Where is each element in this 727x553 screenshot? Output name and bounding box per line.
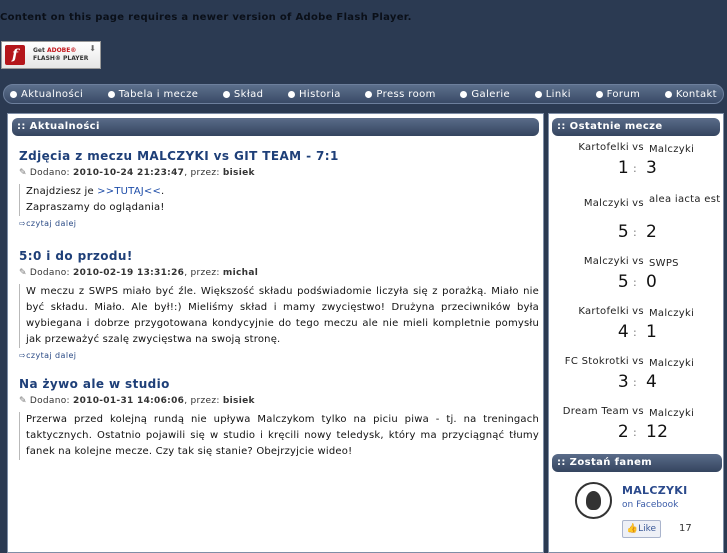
away-score: 0 [646, 272, 658, 292]
recent-matches-header: :: Ostatnie mecze [552, 118, 720, 136]
become-fan-header: :: Zostań fanem [552, 454, 722, 472]
post-author: bisiek [222, 396, 255, 406]
fan-page-subtitle: on Facebook [622, 500, 679, 510]
nav-item-press-room[interactable]: Press room [365, 89, 435, 100]
home-team: Kartofelki [578, 142, 629, 153]
away-score: 3 [646, 158, 658, 178]
post-meta: ✎ Dodano: 2010-02-19 13:31:26, przez: michal [19, 268, 259, 278]
home-team: Malczyki [583, 198, 629, 209]
post-author: bisiek [222, 168, 255, 178]
away-team: SWPS [649, 258, 679, 269]
post-meta: ✎ Dodano: 2010-10-24 21:23:47, przez: bisiek [19, 168, 255, 178]
arrow-icon: ⇨ [19, 351, 27, 360]
away-team: Malczyki [649, 408, 695, 419]
fan-page-name[interactable]: MALCZYKI [622, 484, 688, 497]
home-team: Malczyki [583, 256, 629, 267]
pencil-icon: ✎ [19, 396, 27, 406]
thumbs-up-icon: 👍 [626, 524, 639, 534]
read-more-link[interactable]: ⇨czytaj dalej [19, 219, 77, 228]
post-body: Przerwa przed kolejną rundą nie upływa Malczykom tylko na piciu piwa - tj. na treningach taktycznych. Ostatnio pojawili się w studio i kręcili nowy teledysk, który ma przyciągnąć tłumy fanek na kolejne mecze. Czy tak się stanie? Obejrzyjcie wideo! [19, 412, 539, 460]
home-score: 1 [617, 158, 629, 178]
flash-warning-text: Content on this page requires a newer version of Adobe Flash Player. [0, 12, 412, 23]
post-body: W meczu z SWPS miało być źle. Większość składu podświadomie liczyła się z porażką. Miało nie być składu. Miało. Ale był!:) Mieliśmy skład i mamy zwycięstwo! Drużyna przeciwników była wybiegana i dobrze przygotowana kondycyjnie do tego meczu ale nie mieli kompletnie pomysłu jak przeważyć szalę zwycięstwa na swoją stronę. [19, 284, 539, 348]
like-button[interactable]: 👍Like [622, 520, 661, 538]
arrow-icon: ⇨ [19, 219, 27, 228]
home-score: 3 [617, 372, 629, 392]
home-score: 4 [617, 322, 629, 342]
like-count: 17 [679, 523, 692, 534]
bullet-icon [365, 91, 372, 98]
main-navigation [3, 84, 724, 104]
home-score: 5 [617, 272, 629, 292]
bullet-icon [223, 91, 230, 98]
nav-item-sklad[interactable]: Skład [223, 89, 263, 100]
get-flash-player-badge[interactable] [1, 41, 101, 69]
badge-adobe-text: ADOBE® [46, 47, 77, 54]
nav-item-galerie[interactable]: Galerie [460, 89, 510, 100]
news-post [19, 149, 539, 228]
post-date: 2010-02-19 13:31:26 [73, 268, 185, 278]
home-score: 2 [617, 422, 629, 442]
news-panel [7, 113, 544, 553]
pencil-icon: ✎ [19, 168, 27, 178]
nav-item-forum[interactable]: Forum [596, 89, 641, 100]
match-item: Malczyki vs SWPS 5 : 0 [549, 256, 725, 272]
match-item: FC Stokrotki vs Malczyki 3 : 4 [549, 356, 725, 372]
news-header: :: Aktualności [12, 118, 539, 136]
post-title[interactable]: Na żywo ale w studio [19, 377, 170, 391]
away-score: 1 [646, 322, 658, 342]
read-more-link[interactable]: ⇨czytaj dalej [19, 351, 77, 360]
home-team: FC Stokrotki [564, 356, 629, 367]
away-team: Malczyki [649, 358, 695, 369]
post-date: 2010-10-24 21:23:47 [73, 168, 185, 178]
away-team: Malczyki [649, 308, 695, 319]
home-team: Dream Team [562, 406, 629, 417]
post-title[interactable]: Zdjęcia z meczu MALCZYKI vs GIT TEAM - 7:1 [19, 149, 339, 163]
match-item: Dream Team vs Malczyki 2 : 12 [549, 406, 725, 422]
post-author: michal [222, 268, 259, 278]
match-item: Kartofelki vs Malczyki 1 : 3 [549, 142, 725, 158]
badge-player-text: FLASH® PLAYER [33, 55, 89, 62]
away-team: Malczyki [649, 144, 695, 155]
home-team: Kartofelki [578, 306, 629, 317]
bullet-icon [10, 91, 17, 98]
post-link[interactable]: >>TUTAJ<< [97, 186, 162, 197]
nav-item-aktualnosci[interactable]: Aktualności [10, 89, 83, 100]
news-post [19, 249, 539, 360]
away-score: 2 [646, 222, 658, 242]
away-score: 4 [646, 372, 658, 392]
nav-item-linki[interactable]: Linki [535, 89, 571, 100]
bullet-icon [535, 91, 542, 98]
match-item: Kartofelki vs Malczyki 4 : 1 [549, 306, 725, 322]
bullet-icon [288, 91, 295, 98]
news-post [19, 377, 539, 460]
post-title[interactable]: 5:0 i do przodu! [19, 249, 133, 263]
sidebar [548, 113, 724, 553]
bullet-icon [596, 91, 603, 98]
nav-item-tabela[interactable]: Tabela i mecze [108, 89, 199, 100]
bullet-icon [108, 91, 115, 98]
badge-get-text: Get [33, 47, 47, 54]
home-score: 5 [617, 222, 629, 242]
post-meta: ✎ Dodano: 2010-01-31 14:06:06, przez: bisiek [19, 396, 255, 406]
download-arrow-icon: ⬇ [89, 44, 96, 53]
bullet-icon [460, 91, 467, 98]
nav-item-historia[interactable]: Historia [288, 89, 341, 100]
post-body: Znajdziesz je >>TUTAJ<<. Zapraszamy do oglądania! [19, 184, 539, 216]
match-item: Malczyki vs alea iacta est 5 : 2 [583, 194, 721, 242]
club-logo-icon [575, 482, 612, 519]
away-team: alea iacta est [649, 194, 721, 205]
away-score: 12 [646, 422, 669, 442]
flash-logo-icon: f [5, 45, 25, 65]
pencil-icon: ✎ [19, 268, 27, 278]
bullet-icon [665, 91, 672, 98]
post-date: 2010-01-31 14:06:06 [73, 396, 185, 406]
nav-item-kontakt[interactable]: Kontakt [665, 89, 717, 100]
